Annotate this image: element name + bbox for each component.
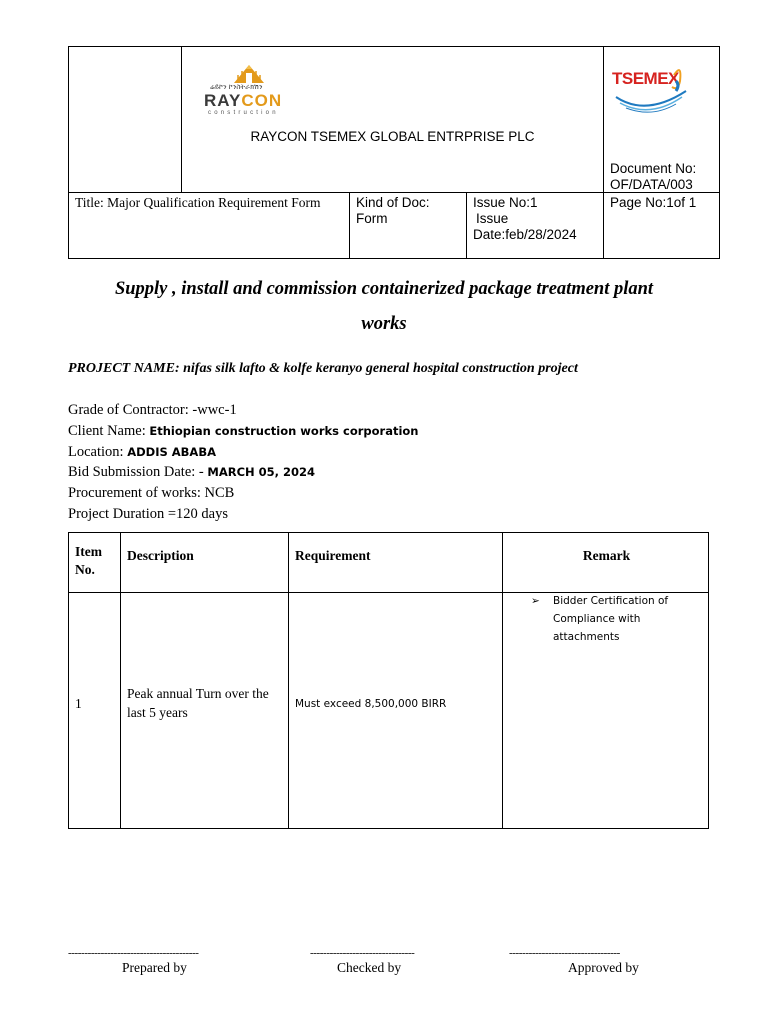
bid-submission-label: Bid Submission Date: -	[68, 464, 204, 480]
title-cell	[68, 192, 350, 259]
prepared-by-label: Prepared by	[122, 960, 187, 975]
raycon-logo	[194, 61, 324, 117]
requirements-table	[68, 532, 709, 829]
header-remark-text: Remark	[582, 548, 631, 563]
main-title-line2: works	[361, 314, 407, 334]
table-row-description	[120, 592, 289, 829]
approved-by-line: ----------------------------------	[509, 947, 620, 959]
issue-label: Issue	[476, 211, 509, 226]
row-description-line2: last 5 years	[127, 705, 188, 720]
row-requirement-text: Must exceed 8,500,000 BIRR	[295, 698, 447, 710]
raycon-ray-text: RAY	[204, 91, 242, 110]
table-row-item	[68, 592, 121, 829]
kind-of-doc-value: Form	[356, 211, 388, 226]
prepared-by-line: ----------------------------------------	[68, 947, 199, 959]
raycon-con-text: CON	[241, 91, 283, 110]
document-header-table	[68, 46, 720, 259]
client-name-label: Client Name:	[68, 423, 146, 439]
header-company-cell	[181, 46, 604, 193]
checked-by-line: --------------------------------	[310, 947, 415, 959]
approved-by-label: Approved by	[568, 960, 639, 975]
form-title: Title: Major Qualification Requirement Form	[75, 195, 321, 210]
tsemex-logo	[612, 61, 702, 121]
grade-of-contractor: Grade of Contractor: -wwc-1	[68, 402, 237, 418]
project-name	[68, 361, 578, 377]
kind-of-doc-cell	[349, 192, 467, 259]
procurement-of-works: Procurement of works: NCB	[68, 485, 235, 501]
raycon-amharic-text: ሬይኮን ኮንስትራክሽን	[210, 83, 263, 91]
client-name-value: Ethiopian construction works corporation	[149, 424, 419, 438]
tsemex-wordmark: TSEMEX	[612, 69, 679, 88]
issue-cell	[466, 192, 604, 259]
location	[68, 442, 216, 463]
bid-submission-date	[68, 462, 315, 483]
client-name	[68, 421, 418, 442]
tsemex-swoosh-graphic	[612, 61, 702, 121]
remark-line2: Compliance with	[553, 613, 641, 625]
document-no-value: OF/DATA/003	[610, 177, 693, 192]
header-description-text: Description	[127, 548, 194, 563]
raycon-sub-text: construction	[208, 110, 279, 116]
issue-no: Issue No:1	[473, 195, 538, 210]
table-row-remark	[502, 592, 709, 829]
header-no-text: No.	[75, 562, 95, 577]
project-duration: Project Duration =120 days	[68, 506, 228, 522]
remark-bullet-icon: ➢	[531, 595, 540, 607]
project-name-label: PROJECT NAME:	[68, 361, 180, 376]
raycon-logo-wordmark	[204, 91, 282, 111]
location-label: Location:	[68, 444, 124, 460]
main-title-line1: Supply , install and commission containerized package treatment plant	[114, 279, 654, 299]
table-header-requirement	[288, 532, 503, 593]
table-header-remark	[502, 532, 709, 593]
header-item-text: Item	[75, 544, 102, 559]
bid-submission-value: MARCH 05, 2024	[207, 465, 316, 479]
location-value: ADDIS ABABA	[127, 445, 216, 459]
table-header-description	[120, 532, 289, 593]
project-name-value: nifas silk lafto & kolfe keranyo general hospital construction project	[183, 361, 578, 376]
header-docno-cell	[603, 46, 720, 193]
document-no-label: Document No:	[610, 161, 697, 176]
table-row-requirement	[288, 592, 503, 829]
issue-date: Date:feb/28/2024	[473, 227, 577, 242]
remark-line1: Bidder Certification of	[553, 595, 669, 607]
page-no-cell	[603, 192, 720, 259]
page-no: Page No:1of 1	[610, 195, 697, 210]
remark-line3: attachments	[553, 631, 620, 643]
checked-by-label: Checked by	[337, 960, 402, 975]
row-item-number: 1	[75, 696, 82, 711]
row-description-line1: Peak annual Turn over the	[127, 686, 269, 701]
header-empty-cell	[68, 46, 182, 193]
table-header-item	[68, 532, 121, 593]
company-name: RAYCON TSEMEX GLOBAL ENTRPRISE PLC	[250, 129, 535, 144]
kind-of-doc-label: Kind of Doc:	[356, 195, 430, 210]
header-requirement-text: Requirement	[295, 548, 371, 563]
